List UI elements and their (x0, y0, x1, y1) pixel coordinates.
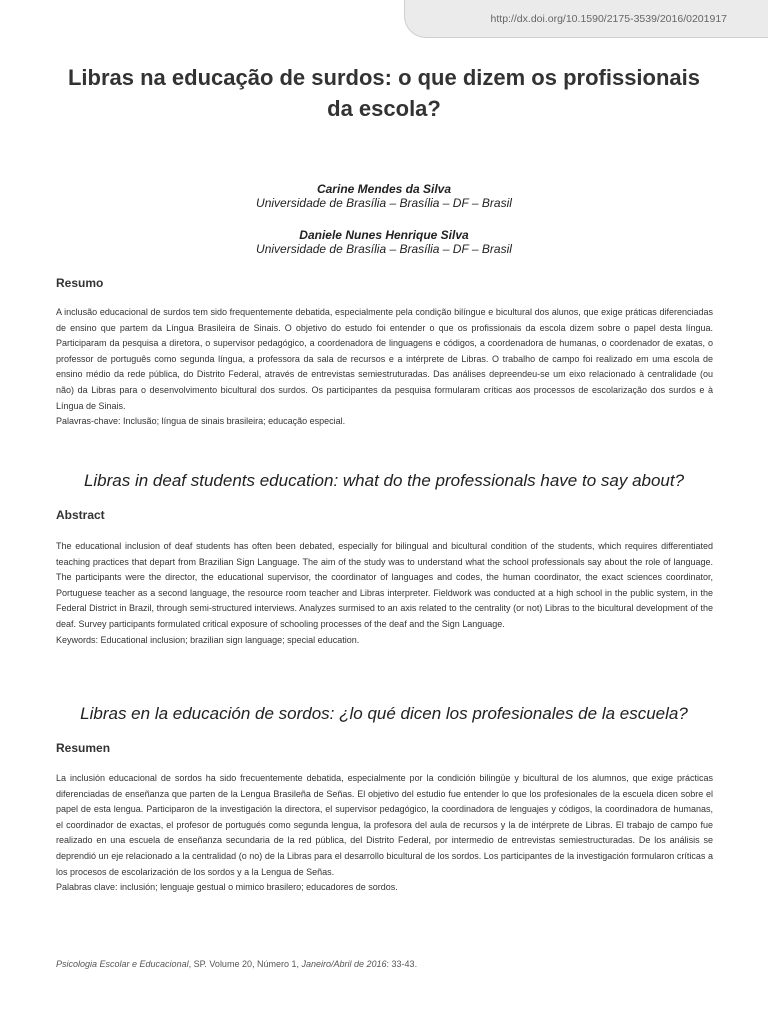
keywords-label: Palabras clave: (56, 882, 118, 893)
author-block-1 (0, 182, 768, 210)
abstract-body (56, 539, 713, 648)
resumo-heading: Resumo (56, 276, 104, 290)
resumo-text: A inclusão educacional de surdos tem sido frequentemente debatida, especialmente pela condição bilíngue e bicultural dos alunos, que exige práticas diferenciadas de ensino que partem da Língua Brasileira de Sinais. O objetivo do estudo foi entender o que os profissionais da escola dizem sobre o papel desta língua. Participaram da pesquisa a diretora, o supervisor pedagógico, a coordenadora de linguagens e códigos, a coordenadora de humanas, o coordenador de exatas, o professor de português como segunda língua, a professora da sala de recursos e a intérprete de Libras. O trabalho de campo foi realizado em uma escola de ensino médio da rede pública, do Distrito Federal, através de entrevistas semiestruturadas. Das análises depreendeu-se um eixo relacionado à centralidade (ou não) da Libras para o desenvolvimento bicultural dos surdos. Os participantes da pesquisa formularam críticas aos processos de escolarização dos surdos e à Língua de Sinais. (56, 307, 713, 411)
keywords-value: inclusión; lenguaje gestual o mimico brasilero; educadores de sordos. (120, 882, 398, 893)
abstract-keywords (56, 633, 713, 649)
paper-title: Libras na educação de surdos: o que dizem os profissionais da escola? (67, 65, 701, 121)
resumen-heading: Resumen (56, 741, 111, 755)
author-affiliation: Universidade de Brasília – Brasília – DF – Brasil (256, 242, 512, 256)
spanish-title: Libras en la educación de sordos: ¿lo qué dicen los profesionales de la escuela? (80, 704, 688, 723)
resumen-text: La inclusión educacional de sordos ha sido frecuentemente debatida, especialmente por la condición bilingüe y bicultural de los alumnos, que exige prácticas diferenciadas de enseñanza que parten de la Lengua Brasileña de Señas. El objetivo del estudio fue entender lo que los profesionales de la escuela dicen sobre el papel de esta lengua. Participaron de la investigación la directora, el supervisor pedagógico, la coordinadora de lenguajes y códigos, la coordinadora de humanas, el coordinador de exactas, el profesor de portugués como segunda lengua, la profesora del aula de recursos y la de intérprete de Libras. El trabajo de campo fue realizado en una escuela de enseñanza secundaria de la red pública, del Distrito Federal, por intermedio de entrevistas semiestructuradas. De los análisis se deprendió un eje relacionado a la centralidad (o no) de la Libras para el desarrollo bicultural de los sordos. Los participantes de la investigación formularon críticas a los procesos de escolarización de los sordos y a la Lengua de Señas. (56, 773, 713, 877)
keywords-label: Keywords: (56, 634, 99, 645)
journal-pages: : 33-43. (386, 959, 418, 969)
resumen-body (56, 771, 713, 896)
resumo-body (56, 305, 713, 430)
journal-location: , SP. Volume 20, Número 1, (188, 959, 302, 969)
author-name: Daniele Nunes Henrique Silva (299, 228, 469, 242)
author-affiliation: Universidade de Brasília – Brasília – DF – Brasil (256, 196, 512, 210)
journal-name: Psicologia Escolar e Educacional (56, 959, 189, 969)
doi-link[interactable]: http://dx.doi.org/10.1590/2175-3539/2016/0201917 (490, 13, 727, 25)
author-name: Carine Mendes da Silva (316, 182, 452, 196)
resumo-keywords (56, 414, 713, 430)
abstract-text: The educational inclusion of deaf students has often been debated, especially for bilingual and bicultural condition of the students, which requires differentiated teaching practices that depart from Brazilian Sign Language. The aim of the study was to understand what the school professionals say about the role of language. The participants were the director, the educational supervisor, the coordinator of languages and codes, the human coordinator, the exact sciences coordinator, Portuguese teacher as a second language, the resource room teacher and Libras interpreter. Fieldwork was conducted at a high school in the public system, in the Federal District in Brazil, through semi-structured interviews. Analyzes surmised to an axis related to the centrality (or not) Libras to the bicultural development of the deaf. Survey participants formulated critical exposure of schooling processes of the deaf and the Sign Language. (56, 541, 713, 629)
english-title: Libras in deaf students education: what do the professionals have to say about? (83, 471, 685, 490)
resumen-keywords (56, 880, 713, 896)
abstract-heading: Abstract (56, 508, 105, 522)
keywords-value: Educational inclusion; brazilian sign language; special education. (100, 634, 360, 645)
keywords-value: Inclusão; língua de sinais brasileira; educação especial. (123, 416, 346, 427)
journal-footer (56, 959, 417, 969)
keywords-label: Palavras-chave: (56, 416, 121, 427)
doi-tab (404, 0, 768, 38)
author-block-2 (0, 228, 768, 256)
journal-date: Janeiro/Abril de 2016 (301, 959, 387, 969)
